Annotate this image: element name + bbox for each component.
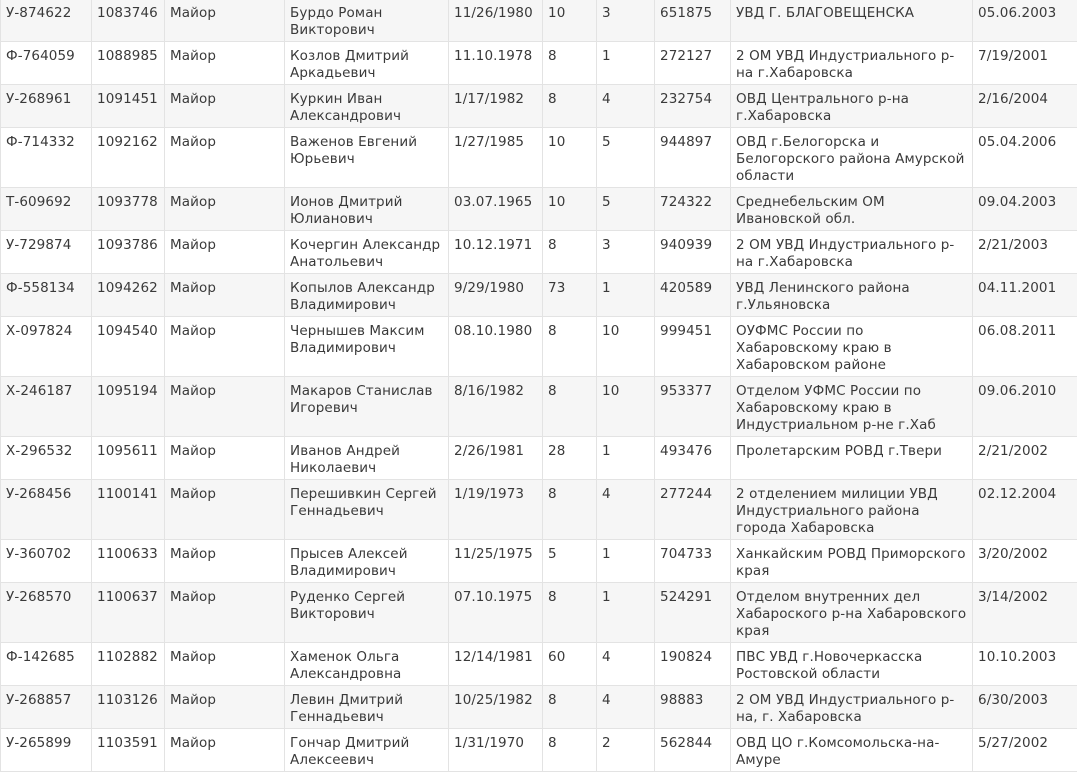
series-cell: Т-609692 [1,188,92,231]
rank-cell: Майор [165,377,285,437]
code-a-cell: 8 [543,480,597,540]
number-cell: 1093778 [92,188,165,231]
name-cell: Гончар Дмитрий Алексеевич [285,729,449,772]
issuer-cell: Отделом внутренних дел Хабароского р-на Хабаровского края [731,583,973,643]
issue-date-cell: 7/19/2001 [973,42,1077,85]
number-cell: 1093786 [92,231,165,274]
birthdate-cell: 11.10.1978 [449,42,543,85]
number-cell: 1103591 [92,729,165,772]
code-a-cell: 28 [543,437,597,480]
rank-cell: Майор [165,540,285,583]
series-cell: Х-097824 [1,317,92,377]
rank-cell: Майор [165,128,285,188]
code-b-cell: 5 [597,188,655,231]
table-row [1,231,1077,274]
name-cell: Прысев Алексей Владимирович [285,540,449,583]
birthdate-cell: 1/19/1973 [449,480,543,540]
code-a-cell: 8 [543,729,597,772]
series-cell: Х-296532 [1,437,92,480]
issue-date-cell: 06.08.2011 [973,317,1077,377]
name-cell: Руденко Сергей Викторович [285,583,449,643]
number-cell: 1100637 [92,583,165,643]
birthdate-cell: 10.12.1971 [449,231,543,274]
code-b-cell: 10 [597,317,655,377]
issuer-cell: Отделом УФМС России по Хабаровскому краю в Индустриальном р-не г.Хаб [731,377,973,437]
issuer-cell: ПВС УВД г.Новочеркасска Ростовской области [731,643,973,686]
code-c-cell: 524291 [655,583,731,643]
series-cell: Ф-142685 [1,643,92,686]
rank-cell: Майор [165,686,285,729]
series-cell: У-729874 [1,231,92,274]
table-body [1,0,1077,772]
issue-date-cell: 3/14/2002 [973,583,1077,643]
code-c-cell: 232754 [655,85,731,128]
issuer-cell: 2 ОМ УВД Индустриального р-на, г. Хабаровска [731,686,973,729]
birthdate-cell: 1/17/1982 [449,85,543,128]
number-cell: 1092162 [92,128,165,188]
number-cell: 1094540 [92,317,165,377]
issue-date-cell: 05.06.2003 [973,0,1077,42]
code-b-cell: 3 [597,231,655,274]
series-cell: Ф-558134 [1,274,92,317]
issuer-cell: 2 ОМ УВД Индустриального р-на г.Хабаровска [731,231,973,274]
table-row [1,686,1077,729]
code-b-cell: 2 [597,729,655,772]
issuer-cell: ОВД Центрального р-на г.Хабаровска [731,85,973,128]
issuer-cell: ОВД г.Белогорска и Белогорского района Амурской области [731,128,973,188]
code-a-cell: 60 [543,643,597,686]
name-cell: Чернышев Максим Владимирович [285,317,449,377]
code-c-cell: 940939 [655,231,731,274]
table-row [1,729,1077,772]
issue-date-cell: 2/21/2002 [973,437,1077,480]
series-cell: Ф-764059 [1,42,92,85]
series-cell: У-268456 [1,480,92,540]
rank-cell: Майор [165,583,285,643]
rank-cell: Майор [165,0,285,42]
birthdate-cell: 1/31/1970 [449,729,543,772]
issuer-cell: Ханкайским РОВД Приморского края [731,540,973,583]
birthdate-cell: 1/27/1985 [449,128,543,188]
issue-date-cell: 2/21/2003 [973,231,1077,274]
table-row [1,480,1077,540]
code-a-cell: 10 [543,188,597,231]
table-row [1,188,1077,231]
issuer-cell: ОВД ЦО г.Комсомольска-на-Амуре [731,729,973,772]
number-cell: 1095194 [92,377,165,437]
code-c-cell: 651875 [655,0,731,42]
table-row [1,540,1077,583]
series-cell: У-265899 [1,729,92,772]
rank-cell: Майор [165,188,285,231]
birthdate-cell: 07.10.1975 [449,583,543,643]
code-a-cell: 8 [543,377,597,437]
code-b-cell: 4 [597,643,655,686]
code-b-cell: 1 [597,274,655,317]
issue-date-cell: 2/16/2004 [973,85,1077,128]
number-cell: 1102882 [92,643,165,686]
code-c-cell: 704733 [655,540,731,583]
name-cell: Перешивкин Сергей Геннадьевич [285,480,449,540]
issue-date-cell: 05.04.2006 [973,128,1077,188]
code-b-cell: 1 [597,42,655,85]
issuer-cell: Пролетарским РОВД г.Твери [731,437,973,480]
name-cell: Левин Дмитрий Геннадьевич [285,686,449,729]
name-cell: Макаров Станислав Игоревич [285,377,449,437]
issuer-cell: Среднебельским ОМ Ивановской обл. [731,188,973,231]
code-b-cell: 1 [597,583,655,643]
rank-cell: Майор [165,274,285,317]
code-a-cell: 10 [543,128,597,188]
issuer-cell: УВД Г. БЛАГОВЕЩЕНСКА [731,0,973,42]
number-cell: 1103126 [92,686,165,729]
name-cell: Ионов Дмитрий Юлианович [285,188,449,231]
birthdate-cell: 08.10.1980 [449,317,543,377]
birthdate-cell: 12/14/1981 [449,643,543,686]
series-cell: У-268857 [1,686,92,729]
table-row [1,377,1077,437]
code-b-cell: 1 [597,540,655,583]
rank-cell: Майор [165,42,285,85]
issuer-cell: 2 отделением милиции УВД Индустриального района города Хабаровска [731,480,973,540]
name-cell: Хаменок Ольга Александровна [285,643,449,686]
birthdate-cell: 10/25/1982 [449,686,543,729]
table-row [1,583,1077,643]
table-row [1,42,1077,85]
code-a-cell: 5 [543,540,597,583]
code-b-cell: 4 [597,480,655,540]
series-cell: У-268570 [1,583,92,643]
code-c-cell: 190824 [655,643,731,686]
code-c-cell: 953377 [655,377,731,437]
name-cell: Важенов Евгений Юрьевич [285,128,449,188]
number-cell: 1088985 [92,42,165,85]
number-cell: 1095611 [92,437,165,480]
code-b-cell: 4 [597,686,655,729]
code-c-cell: 944897 [655,128,731,188]
birthdate-cell: 11/25/1975 [449,540,543,583]
code-c-cell: 724322 [655,188,731,231]
series-cell: У-874622 [1,0,92,42]
code-c-cell: 999451 [655,317,731,377]
code-a-cell: 8 [543,231,597,274]
code-c-cell: 493476 [655,437,731,480]
series-cell: У-360702 [1,540,92,583]
code-b-cell: 5 [597,128,655,188]
table-row [1,85,1077,128]
rank-cell: Майор [165,480,285,540]
code-a-cell: 8 [543,317,597,377]
birthdate-cell: 9/29/1980 [449,274,543,317]
series-cell: Х-246187 [1,377,92,437]
issuer-cell: ОУФМС России по Хабаровскому краю в Хабаровском районе [731,317,973,377]
code-b-cell: 4 [597,85,655,128]
name-cell: Иванов Андрей Николаевич [285,437,449,480]
issue-date-cell: 3/20/2002 [973,540,1077,583]
name-cell: Копылов Александр Владимирович [285,274,449,317]
name-cell: Бурдо Роман Викторович [285,0,449,42]
issue-date-cell: 09.06.2010 [973,377,1077,437]
rank-cell: Майор [165,437,285,480]
name-cell: Куркин Иван Александрович [285,85,449,128]
rank-cell: Майор [165,729,285,772]
code-c-cell: 98883 [655,686,731,729]
code-c-cell: 562844 [655,729,731,772]
code-b-cell: 1 [597,437,655,480]
issue-date-cell: 09.04.2003 [973,188,1077,231]
issue-date-cell: 6/30/2003 [973,686,1077,729]
table-row [1,128,1077,188]
code-a-cell: 10 [543,0,597,42]
issue-date-cell: 10.10.2003 [973,643,1077,686]
series-cell: Ф-714332 [1,128,92,188]
issue-date-cell: 5/27/2002 [973,729,1077,772]
code-c-cell: 277244 [655,480,731,540]
issue-date-cell: 04.11.2001 [973,274,1077,317]
code-b-cell: 10 [597,377,655,437]
code-a-cell: 73 [543,274,597,317]
birthdate-cell: 2/26/1981 [449,437,543,480]
name-cell: Кочергин Александр Анатольевич [285,231,449,274]
code-b-cell: 3 [597,0,655,42]
table-row [1,317,1077,377]
number-cell: 1100141 [92,480,165,540]
birthdate-cell: 11/26/1980 [449,0,543,42]
rank-cell: Майор [165,231,285,274]
table-row [1,274,1077,317]
code-a-cell: 8 [543,583,597,643]
code-c-cell: 420589 [655,274,731,317]
table-row [1,437,1077,480]
issue-date-cell: 02.12.2004 [973,480,1077,540]
issuer-cell: 2 ОМ УВД Индустриального р-на г.Хабаровска [731,42,973,85]
rank-cell: Майор [165,317,285,377]
birthdate-cell: 8/16/1982 [449,377,543,437]
issuer-cell: УВД Ленинского района г.Ульяновска [731,274,973,317]
code-a-cell: 8 [543,686,597,729]
number-cell: 1091451 [92,85,165,128]
code-c-cell: 272127 [655,42,731,85]
birthdate-cell: 03.07.1965 [449,188,543,231]
rank-cell: Майор [165,85,285,128]
code-a-cell: 8 [543,85,597,128]
number-cell: 1100633 [92,540,165,583]
code-a-cell: 8 [543,42,597,85]
table-row [1,643,1077,686]
table-row [1,0,1077,42]
number-cell: 1094262 [92,274,165,317]
name-cell: Козлов Дмитрий Аркадьевич [285,42,449,85]
number-cell: 1083746 [92,0,165,42]
series-cell: У-268961 [1,85,92,128]
rank-cell: Майор [165,643,285,686]
